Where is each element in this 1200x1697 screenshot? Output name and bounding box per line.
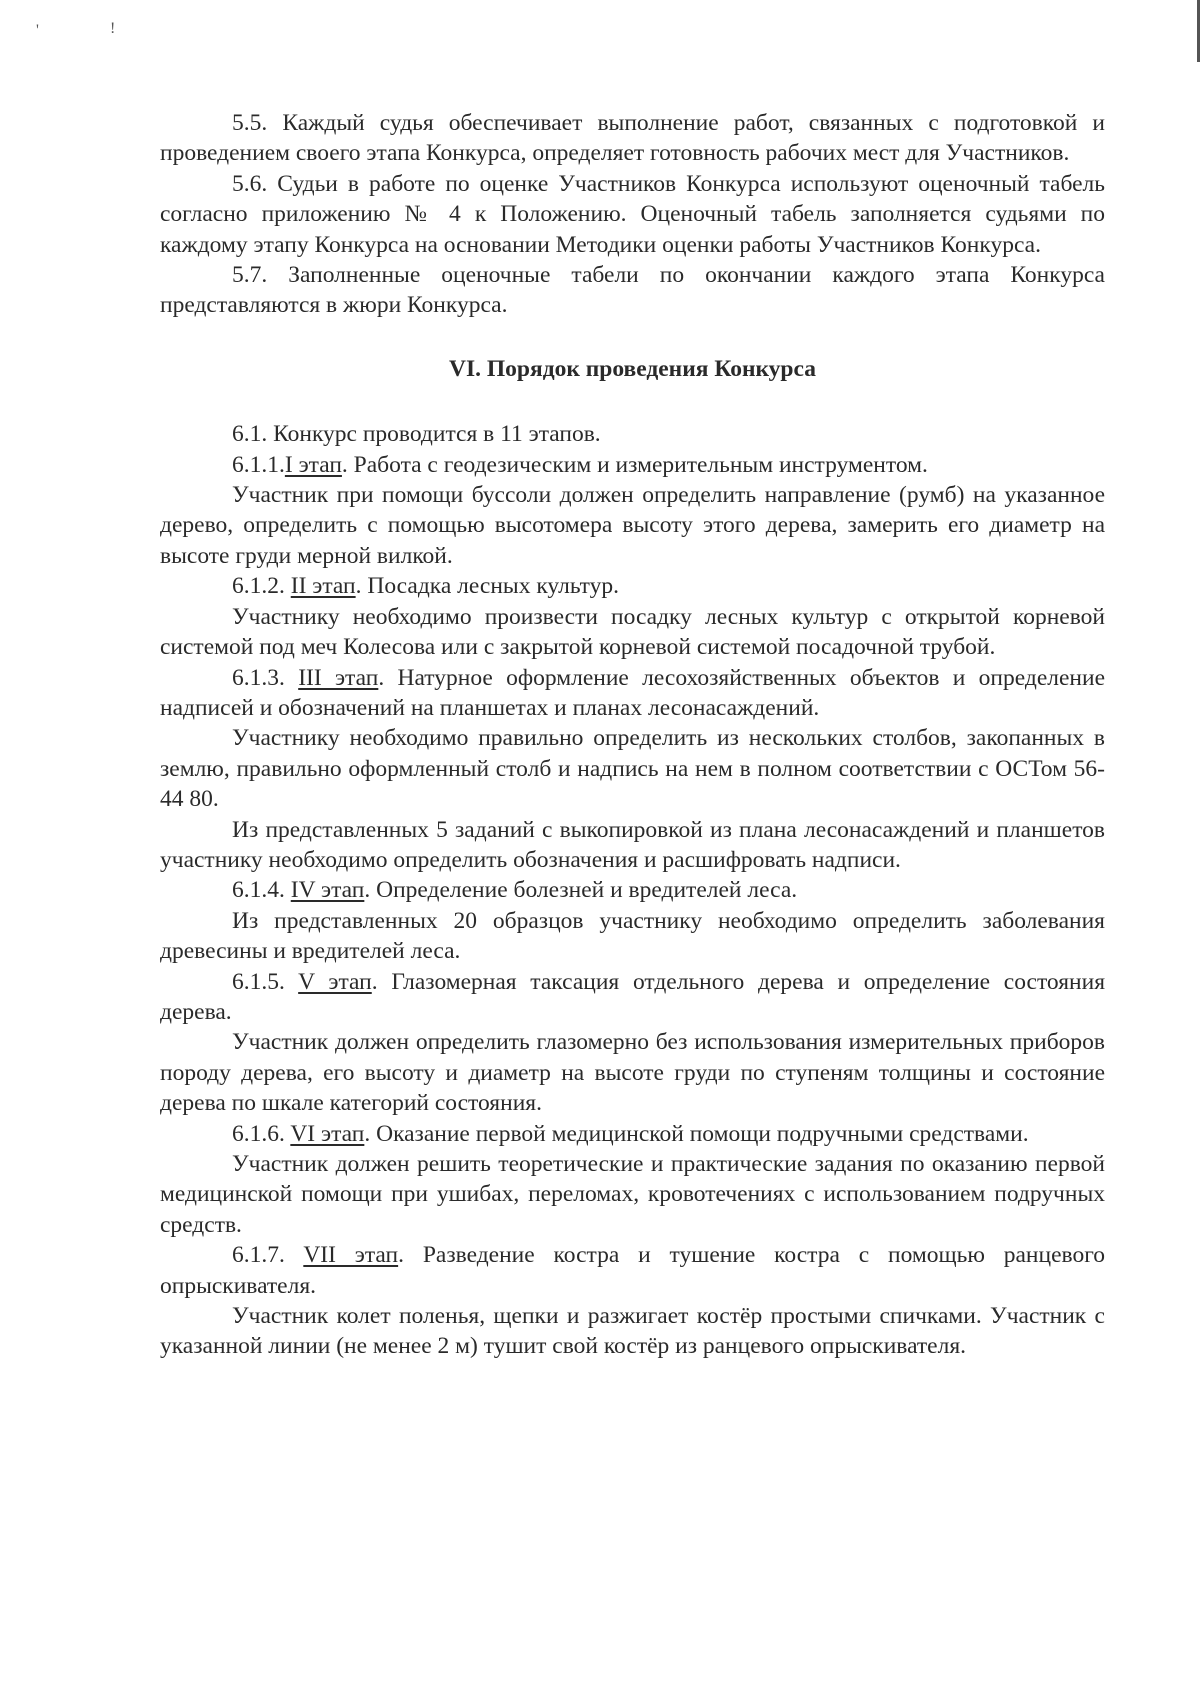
stage-number: 6.1.6. <box>232 1120 285 1147</box>
stage-label: III этап <box>298 664 379 691</box>
stage-label: VII этап <box>303 1242 399 1269</box>
stage-4-text: Из представленных 20 образцов участнику необходимо определить заболевания древесины и вредителей леса. <box>160 907 1105 965</box>
stage-label: IV этап <box>290 877 365 904</box>
stage-title: . Посадка лесных культур. <box>355 573 620 600</box>
stage-2-text: Участнику необходимо произвести посадку лесных культур с открытой корневой системой под меч Колесова или с закрытой корневой системой посадочной трубой. <box>160 603 1105 661</box>
stage-1-text: Участник при помощи буссоли должен определить направление (румб) на указанное дерево, определить с помощью высотомера высоту этого дерева, замерить его диаметр на высоте груди мерной вилкой. <box>160 482 1105 569</box>
stage-title: . Работа с геодезическим и измерительным инструментом. <box>341 451 928 478</box>
scan-mark: ! <box>110 20 116 37</box>
stage-number: 6.1.5. <box>232 968 285 995</box>
stage-5-text: Участник должен определить глазомерно без использования измерительных приборов породу дерева, его высоту и диаметр на высоте груди по ступеням толщины и состояние дерева по шкале категорий состояния. <box>160 1029 1105 1117</box>
stage-7-heading <box>160 1240 1105 1301</box>
stage-label: II этап <box>290 573 356 600</box>
stage-title: . Глазомерная таксация отдельного дерева и определение состояния дерева. <box>160 968 1106 1025</box>
stage-3-text-b: Из представленных 5 заданий с выкопировкой из плана лесонасаждений и планшетов участнику необходимо определить обозначения и расшифровать надписи. <box>160 816 1105 873</box>
stage-number: 6.1.7. <box>232 1242 285 1269</box>
stage-3-heading <box>160 663 1105 724</box>
stage-6-text: Участник должен решить теоретические и практические задания по оказанию первой медицинской помощи при ушибах, переломах, кровотечениях с использованием подручных средств. <box>160 1151 1105 1238</box>
stage-title: . Разведение костра и тушение костра с помощью ранцевого опрыскивателя. <box>160 1242 1106 1299</box>
stage-number: 6.1.4. <box>232 877 285 904</box>
paragraph-5-6: 5.6. Судьи в работе по оценке Участников Конкурса используют оценочный табель согласно приложению № 4 к Положению. Оценочный табель заполняется судьями по каждому этапу Конкурса на основании Методики оценки работы Участников Конкурса. <box>160 170 1105 258</box>
stage-4-heading <box>160 875 1105 905</box>
stage-5-heading <box>160 967 1105 1028</box>
stage-number: 6.1.2. <box>232 573 285 600</box>
scan-mark: ' <box>36 22 39 39</box>
stage-title: . Натурное оформление лесохозяйственных объектов и определение надписей и обозначений на планшетах и планах лесонасаждений. <box>160 664 1106 721</box>
stage-7-text: Участник колет поленья, щепки и разжигает костёр простыми спичками. Участник с указанной линии (не менее 2 м) тушит свой костёр из ранцевого опрыскивателя. <box>160 1303 1105 1360</box>
stage-number: 6.1.3. <box>232 664 285 691</box>
stage-2-heading <box>160 571 1105 601</box>
paragraph-5-5: 5.5. Каждый судья обеспечивает выполнение работ, связанных с подготовкой и проведением своего этапа Конкурса, определяет готовность рабочих мест для Участников. <box>160 110 1105 167</box>
stage-label: VI этап <box>290 1120 365 1147</box>
paragraph-6-1: 6.1. Конкурс проводится в 11 этапов. <box>232 421 601 448</box>
section-title: VI. Порядок проведения Конкурса <box>449 355 816 382</box>
stage-label: V этап <box>298 968 372 995</box>
stage-number: 6.1.1. <box>232 451 285 478</box>
stage-6-heading <box>160 1119 1105 1149</box>
stage-3-text-a: Участнику необходимо правильно определить из нескольких столбов, закопанных в землю, правильно оформленный столб и надпись на нем в полном соответствии с ОСТом 56-44 80. <box>160 725 1105 813</box>
stage-title: . Определение болезней и вредителей леса. <box>364 877 798 904</box>
paragraph-5-7: 5.7. Заполненные оценочные табели по окончании каждого этапа Конкурса представляются в жюри Конкурса. <box>160 262 1105 319</box>
stage-title: . Оказание первой медицинской помощи подручными средствами. <box>364 1120 1029 1147</box>
document-page <box>160 108 1105 1362</box>
stage-1-heading <box>160 450 1105 480</box>
stage-label: I этап <box>284 451 342 478</box>
